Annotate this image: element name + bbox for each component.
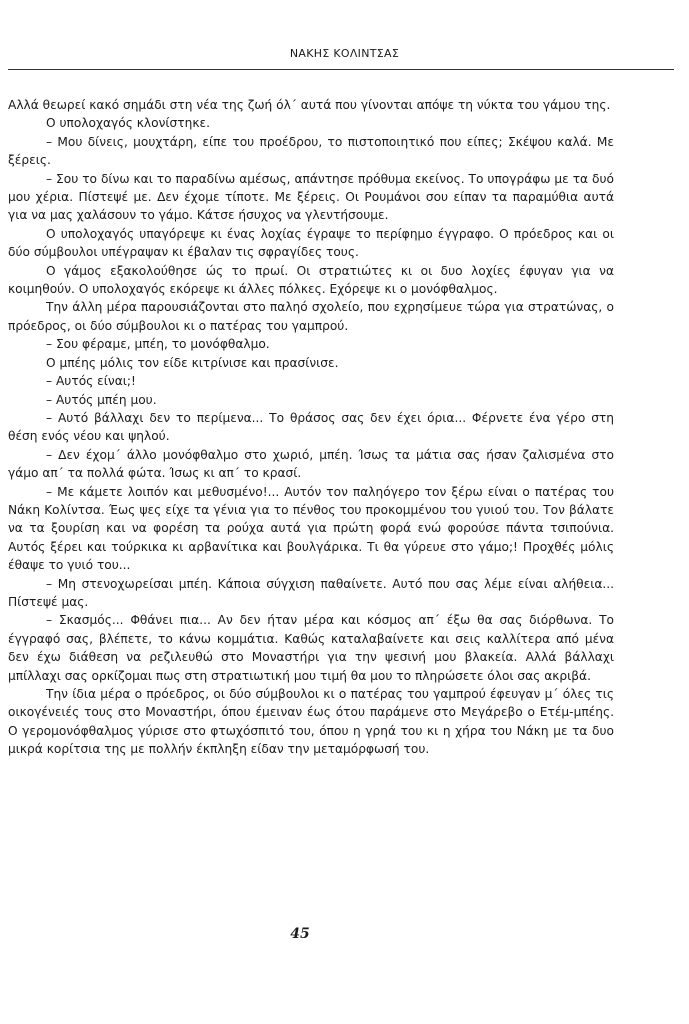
- paragraph: – Δεν έχομ΄ άλλο μονόφθαλμο στο χωριό, μπέη. Ίσως τα μάτια σας ήσαν ζαλισμένα στο γάμο απ΄ τα πολλά φώτα. Ίσως κι απ΄ το κρασί.: [8, 447, 614, 481]
- paragraph: Αλλά θεωρεί κακό σημάδι στη νέα της ζωή όλ΄ αυτά που γίνονται απόψε τη νύκτα του γάμου της.: [8, 98, 611, 112]
- paragraph: Ο υπολοχαγός κλονίστηκε.: [46, 116, 210, 131]
- paragraph: – Αυτός μπέη μου.: [46, 392, 157, 407]
- paragraph: – Σου το δίνω και το παραδίνω αμέσως, απάντησε πρόθυμα εκείνος. Το υπογράφω με τα δυό μου χέρια. Πίστεψέ με. Δεν έχομε τίποτε. Με ξέρεις. Οι Ρουμάνοι σου είπαν τα παραμύθια αυτά για να μας χαλάσουν το γάμο. Κάτσε ήσυχος να γλεντήσουμε.: [8, 171, 614, 223]
- paragraph: – Αυτός είναι;!: [46, 374, 136, 389]
- header-rule: [8, 69, 674, 70]
- paragraph: – Σκασμός... Φθάνει πια... Αν δεν ήταν μέρα και κόσμος απ΄ έξω θα σας διόρθωνα. Το έγγραφό σας, βλέπετε, το κάνω κομμάτια. Καθώς καταλαβαίνετε και σεις καλλίτερα από μένα δεν έχω διάθεση να ρεζιλευθώ στο Μοναστήρι για την ψεσινή μου βλακεία. Αλλά βάλλαχι μπίλλαχι σας ορκίζομαι πως στη στρατιωτική μου τιμή θα μου το πληρώσετε όλοι σας ακριβά.: [8, 613, 614, 683]
- paragraph: – Μη στενοχωρείσαι μπέη. Κάποια σύγχιση παθαίνετε. Αυτό που σας λέμε είναι αλήθεια... Πίστεψέ μας.: [8, 576, 614, 609]
- running-header: ΝΑΚΗΣ ΚΟΛΙΝΤΣΑΣ: [289, 47, 400, 60]
- paragraph: Ο υπολοχαγός υπαγόρεψε κι ένας λοχίας έγραψε το περίφημο έγγραφο. Ο πρόεδρος και οι δύο σύμβουλοι υπέγραψαν κι έβαλαν τις σφραγίδες τους.: [8, 226, 614, 260]
- paragraph: – Σου φέραμε, μπέη, το μονόφθαλμο.: [46, 337, 270, 352]
- paragraph: Την ίδια μέρα ο πρόεδρος, οι δύο σύμβουλοι κι ο πατέρας του γαμπρού έφευγαν μ΄ όλες τις οικογένειές τους στο Μοναστήρι, όπου έμειναν έως ότου παράμενε στο Μεγάρεβο ο Ετέμ-μπέης. Ο γερομονόφθαλμος γύρισε στο φτωχόσπιτό του, όπου η γρηά του κι η χήρα του Νάκη με τα δυο μικρά κορίτσια της με πολλήν έκπληξη είδαν την μεταμόρφωσή του.: [8, 687, 614, 757]
- paragraph: Την άλλη μέρα παρουσιάζονται στο παληό σχολείο, που εχρησίμευε τώρα για στρατώνας, ο πρόεδρος, οι δύο σύμβουλοι κι ο πατέρας του γαμπρού.: [8, 300, 614, 333]
- paragraph: – Αυτό βάλλαχι δεν το περίμενα... Το θράσος σας δεν έχει όρια... Φέρνετε ένα γέρο στη θέση ενός νέου και ψηλού.: [8, 410, 614, 444]
- paragraph: – Μου δίνεις, μουχτάρη, είπε του προέδρου, το πιστοποιητικό που είπες; Σκέψου καλά. Με ξέρεις.: [8, 134, 614, 168]
- page-number: 45: [290, 926, 310, 942]
- paragraph: Ο μπέης μόλις τον είδε κιτρίνισε και πρασίνισε.: [46, 355, 339, 370]
- paragraph: – Με κάμετε λοιπόν και μεθυσμένο!... Αυτόν τον παληόγερο τον ξέρω είναι ο πατέρας του Νάκη Κολίντσα. Έως ψες είχε τα γένια για το πένθος του προκομμένου του γυιού του. Τον βάλατε να τα ξουρίση και να φορέση τα ρούχα αυτά για πρώτη φορά ενώ φορούσε πάντα τσιπούνια. Αυτός ξέρει και τούρκικα κι αρβανίτικα και βουλγάρικα. Τι θα γύρευε στο γάμο;! Προχθές μόλις έθαψε το γυιό του...: [8, 484, 614, 573]
- paragraph: Ο γάμος εξακολούθησε ώς το πρωί. Οι στρατιώτες κι οι δυο λοχίες έφυγαν για να κοιμηθούν. Ο υπολοχαγός εκόρεψε κι άλλες πόλκες. Εχόρεψε κι ο μονόφθαλμος.: [8, 263, 614, 297]
- body-text: [8, 96, 614, 759]
